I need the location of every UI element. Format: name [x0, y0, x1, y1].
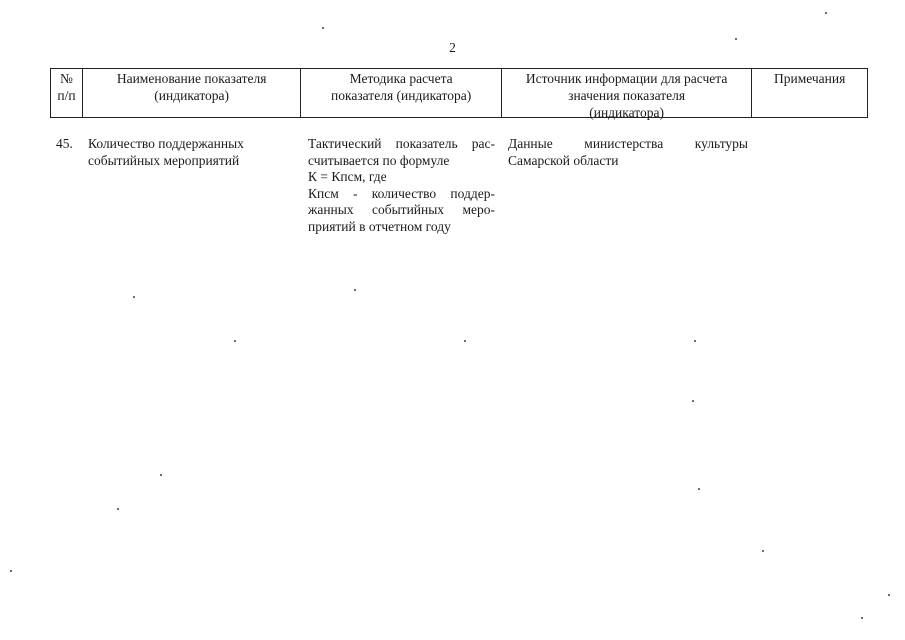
header-name-line-2: (индикатора): [154, 88, 230, 103]
row-method-line-3: К = Кпсм, где: [308, 169, 387, 184]
scan-speck: [861, 617, 863, 619]
row-method-line-4: Кпсм - количество поддер-: [308, 185, 495, 201]
row-number: 45.: [56, 136, 73, 151]
scan-speck: [464, 340, 466, 342]
header-number-line-2: п/п: [57, 88, 76, 103]
row-method-line-1: Тактический показатель рас-: [308, 136, 495, 151]
row-method: [308, 136, 495, 235]
header-method: [301, 69, 502, 117]
table-header: [50, 68, 868, 118]
scan-speck: [825, 12, 827, 14]
header-number-line-1: №: [60, 71, 73, 86]
header-method-line-2: показателя (индикатора): [331, 88, 472, 103]
scan-speck: [133, 296, 135, 298]
scan-speck: [354, 289, 356, 291]
row-source-line-2: Самарской области: [508, 152, 619, 168]
page-number: 2: [449, 40, 456, 55]
scan-speck: [10, 570, 12, 572]
scan-speck: [888, 594, 890, 596]
scan-speck: [762, 550, 764, 552]
scan-speck: [322, 27, 324, 29]
scan-speck: [692, 400, 694, 402]
header-method-line-1: Методика расчета: [349, 71, 453, 86]
row-name: [88, 136, 288, 169]
header-number: [51, 69, 83, 117]
row-method-line-5: жанных событийных меро-: [308, 202, 495, 217]
row-source: [508, 136, 748, 169]
header-notes: [752, 69, 867, 117]
scan-speck: [234, 340, 236, 342]
header-source-line-1: Источник информации для расчета: [525, 71, 728, 86]
header-notes-line-1: Примечания: [773, 71, 846, 86]
scan-speck: [694, 340, 696, 342]
scan-speck: [160, 474, 162, 476]
header-source: [502, 69, 752, 120]
header-source-line-2: значения показателя: [568, 88, 686, 103]
row-name-line-2: событийных мероприятий: [88, 152, 240, 168]
header-source-line-3: (индикатора): [589, 105, 664, 120]
header-name-line-1: Наименование показателя: [116, 71, 267, 86]
row-method-line-6: приятий в отчетном году: [308, 218, 451, 234]
scan-speck: [117, 508, 119, 510]
scan-speck: [698, 488, 700, 490]
row-name-line-1: Количество поддержанных: [88, 136, 244, 151]
row-source-line-1: Данные министерства культуры: [508, 136, 748, 151]
header-name: [83, 69, 301, 117]
row-method-line-2: считывается по формуле: [308, 152, 450, 168]
scan-speck: [735, 38, 737, 40]
